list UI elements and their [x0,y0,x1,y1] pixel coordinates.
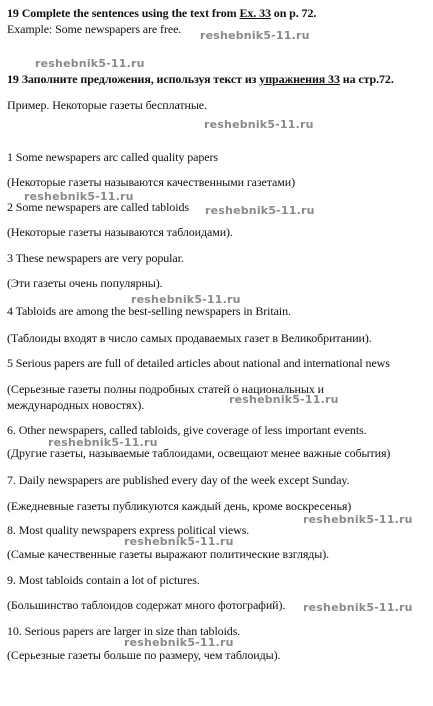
sentence-1-ru: (Некоторые газеты называются качественными газетами) [7,175,295,189]
sentence-5-ru: (Серьезные газеты полны подробных статей о национальных и [7,382,324,396]
sentence-2-en: 2 Some newspapers are called tabloids [7,200,189,214]
watermark: reshebnik5-11.ru [24,190,134,203]
sentence-10-ru: (Серьезные газеты больше по размеру, чем таблоиды). [7,648,281,662]
sentence-1-en: 1 Some newspapers arc called quality papers [7,150,218,164]
sentence-6-ru: (Другие газеты, называемые таблоидами, освещают менее важные события) [7,446,391,460]
exercise-header-en [7,6,316,20]
exercise-link-ru[interactable]: упражнения 33 [259,72,340,86]
watermark: reshebnik5-11.ru [205,204,315,217]
sentence-5-ru-cont: международных новостях). [7,398,145,412]
watermark: reshebnik5-11.ru [124,535,234,548]
sentence-9-en: 9. Most tabloids contain a lot of pictures. [7,573,200,587]
sentence-6-en: 6. Other newspapers, called tabloids, give coverage of less important events. [7,423,367,437]
sentence-7-en: 7. Daily newspapers are published every day of the week except Sunday. [7,473,350,487]
watermark: reshebnik5-11.ru [48,436,158,449]
sentence-4-ru: (Таблоиды входят в число самых продаваемых газет в Великобритании). [7,331,372,345]
watermark: reshebnik5-11.ru [303,601,413,614]
watermark: reshebnik5-11.ru [200,29,310,42]
sentence-5-en: 5 Serious papers are full of detailed articles about national and international news [7,356,390,370]
sentence-2-ru: (Некоторые газеты называются таблоидами). [7,225,233,239]
watermark: reshebnik5-11.ru [303,513,413,526]
exercise-header-ru [7,72,394,86]
header-en-suffix: on p. 72. [270,6,317,20]
sentence-9-ru: (Большинство таблоидов содержат много фотографий). [7,598,286,612]
sentence-3-en: 3 These newspapers are very popular. [7,251,184,265]
exercise-link-en[interactable]: Ex. 33 [239,6,271,20]
header-ru-prefix: 19 Заполните предложения, используя текст из [7,72,260,86]
sentence-8-ru: (Самые качественные газеты выражают политические взгляды). [7,547,330,561]
header-ru-suffix: на стр.72. [339,72,394,86]
watermark: reshebnik5-11.ru [35,57,145,70]
sentence-3-ru: (Эти газеты очень популярны). [7,276,163,290]
header-en-prefix: 19 Complete the sentences using the text from [7,6,240,20]
watermark: reshebnik5-11.ru [124,636,234,649]
example-en: Example: Some newspapers are free. [7,22,182,36]
watermark: reshebnik5-11.ru [204,118,314,131]
sentence-10-en: 10. Serious papers are larger in size than tabloids. [7,624,241,638]
watermark: reshebnik5-11.ru [229,393,339,406]
sentence-4-en: 4 Tabloids are among the best-selling newspapers in Britain. [7,304,291,318]
watermark: reshebnik5-11.ru [131,293,241,306]
sentence-7-ru: (Ежедневные газеты публикуются каждый день, кроме воскресенья) [7,499,352,513]
sentence-8-en: 8. Most quality newspapers express political views. [7,523,250,537]
example-ru: Пример. Некоторые газеты бесплатные. [7,98,207,112]
